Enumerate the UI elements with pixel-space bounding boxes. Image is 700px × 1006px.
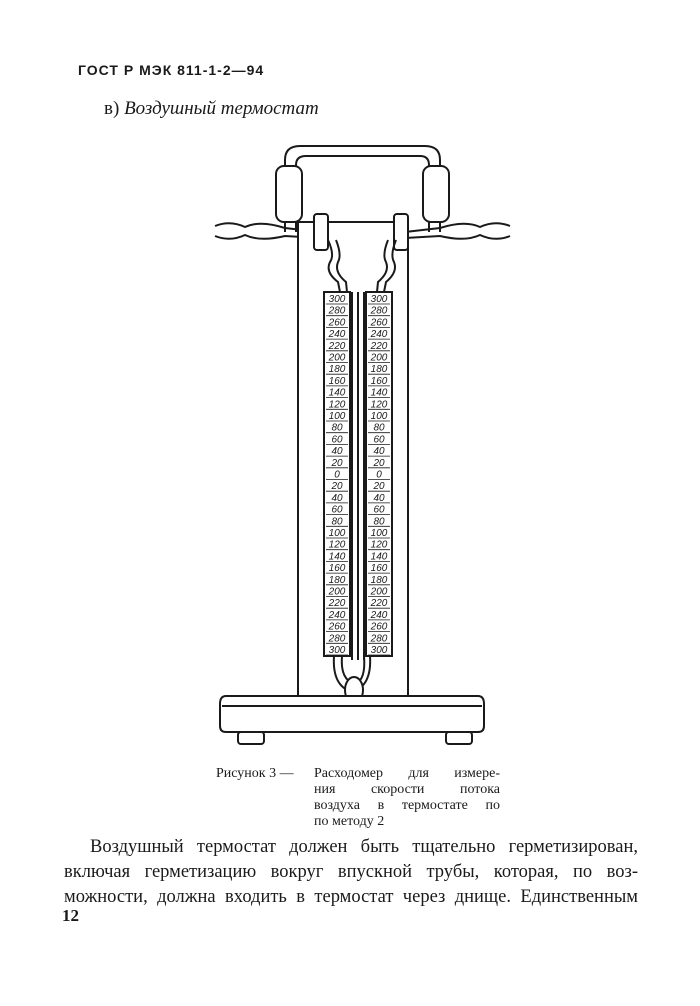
scale-tick-label: 40 xyxy=(331,446,343,458)
scale-tick-label: 260 xyxy=(370,317,388,329)
scale-tick-label: 20 xyxy=(373,457,385,469)
scale-tick-label: 20 xyxy=(331,481,343,493)
scale-tick-label: 0 xyxy=(334,469,340,481)
scale-tick-label: 220 xyxy=(370,598,388,610)
section-label: в) xyxy=(104,98,120,119)
scale-tick-label: 260 xyxy=(328,621,346,633)
scale-tick-label: 20 xyxy=(373,481,385,493)
scale-tick-label: 140 xyxy=(328,551,346,563)
scale-tick-label: 60 xyxy=(373,504,385,516)
scale-tick-label: 60 xyxy=(373,434,385,446)
scale-tick-label: 100 xyxy=(370,528,388,539)
scale-tick-label: 160 xyxy=(328,375,346,387)
scale-tick-label: 300 xyxy=(370,294,388,305)
scale-tick-label: 80 xyxy=(331,516,343,528)
right-outlet-tube xyxy=(405,223,510,232)
scale-tick-label: 240 xyxy=(370,609,388,621)
scale-tick-label: 140 xyxy=(370,387,388,399)
scale-tick-label: 240 xyxy=(328,329,346,341)
scale-tick-label: 180 xyxy=(328,574,346,586)
caption-line: Расходомер для измере- xyxy=(314,766,500,781)
right-cylinder xyxy=(423,166,449,222)
scale-tick-label: 120 xyxy=(370,539,388,551)
scale-tick-label: 220 xyxy=(328,598,346,610)
caption-line: воздуха в термостате по xyxy=(314,798,500,813)
page-number: 12 xyxy=(62,906,79,925)
scale-tick-label: 200 xyxy=(328,352,346,364)
scale-tick-label: 300 xyxy=(328,645,346,656)
left-cylinder xyxy=(276,166,302,222)
scale-tick-label: 40 xyxy=(373,492,385,504)
body-line: Воздушный термостат должен быть тщательно герметизирован, xyxy=(90,837,638,857)
scale-tick-label: 140 xyxy=(328,387,346,399)
scale-tick-label: 280 xyxy=(328,633,346,645)
scale-tick-label: 100 xyxy=(328,528,346,539)
caption-line: по методу 2 xyxy=(314,814,385,829)
standard-header: ГОСТ Р МЭК 811-1-2—94 xyxy=(78,62,265,78)
caption-text xyxy=(314,766,500,830)
scale-tick-label: 260 xyxy=(370,621,388,633)
scale-tick-label: 280 xyxy=(370,305,388,317)
right-clamp xyxy=(394,214,408,250)
scale-tick-label: 280 xyxy=(370,633,388,645)
caption-line: ния скорости потока xyxy=(314,782,500,797)
body-line: можности, должна входить в термостат через днище. Единственным xyxy=(64,887,638,907)
scale-tick-label: 80 xyxy=(331,422,343,434)
scale-tick-label: 220 xyxy=(370,340,388,352)
scale-tick-label: 160 xyxy=(328,563,346,575)
scale-tick-label: 300 xyxy=(328,294,346,305)
scale-tick-label: 40 xyxy=(331,492,343,504)
scale-tick-label: 140 xyxy=(370,551,388,563)
scale-tick-label: 80 xyxy=(373,516,385,528)
body-paragraph xyxy=(64,835,638,910)
scale-tick-label: 180 xyxy=(328,364,346,376)
scale-tick-label: 220 xyxy=(328,340,346,352)
scale-tick-label: 180 xyxy=(370,364,388,376)
scale-tick-label: 240 xyxy=(370,329,388,341)
scale-tick-label: 100 xyxy=(328,411,346,422)
scale-tick-label: 60 xyxy=(331,504,343,516)
scale-tick-label: 120 xyxy=(328,399,346,411)
scale-tick-label: 200 xyxy=(370,352,388,364)
scale-tick-label: 120 xyxy=(370,399,388,411)
scale-tick-label: 300 xyxy=(370,645,388,656)
caption-label: Рисунок 3 — xyxy=(216,766,294,781)
body-line: включая герметизацию вокруг впускной трубы, которая, по воз- xyxy=(64,862,638,882)
base-plate xyxy=(220,696,484,732)
scale-tick-label: 0 xyxy=(376,469,382,481)
scale-tick-label: 280 xyxy=(328,305,346,317)
scale-tick-label: 180 xyxy=(370,574,388,586)
scale-tick-label: 200 xyxy=(370,586,388,598)
scale-tick-label: 40 xyxy=(373,446,385,458)
left-foot xyxy=(238,732,264,744)
scale-tick-label: 160 xyxy=(370,563,388,575)
section-title-text: Воздушный термостат xyxy=(124,98,319,119)
scale-tick-label: 80 xyxy=(373,422,385,434)
right-foot xyxy=(446,732,472,744)
scale-tick-label: 20 xyxy=(331,457,343,469)
scale-tick-label: 260 xyxy=(328,317,346,329)
scale-tick-label: 120 xyxy=(328,539,346,551)
left-clamp xyxy=(314,214,328,250)
top-handle xyxy=(285,146,440,232)
scale-tick-label: 200 xyxy=(328,586,346,598)
scale-tick-label: 160 xyxy=(370,375,388,387)
scale-tick-label: 100 xyxy=(370,411,388,422)
scale-tick-label: 60 xyxy=(331,434,343,446)
scale-tick-label: 240 xyxy=(328,609,346,621)
